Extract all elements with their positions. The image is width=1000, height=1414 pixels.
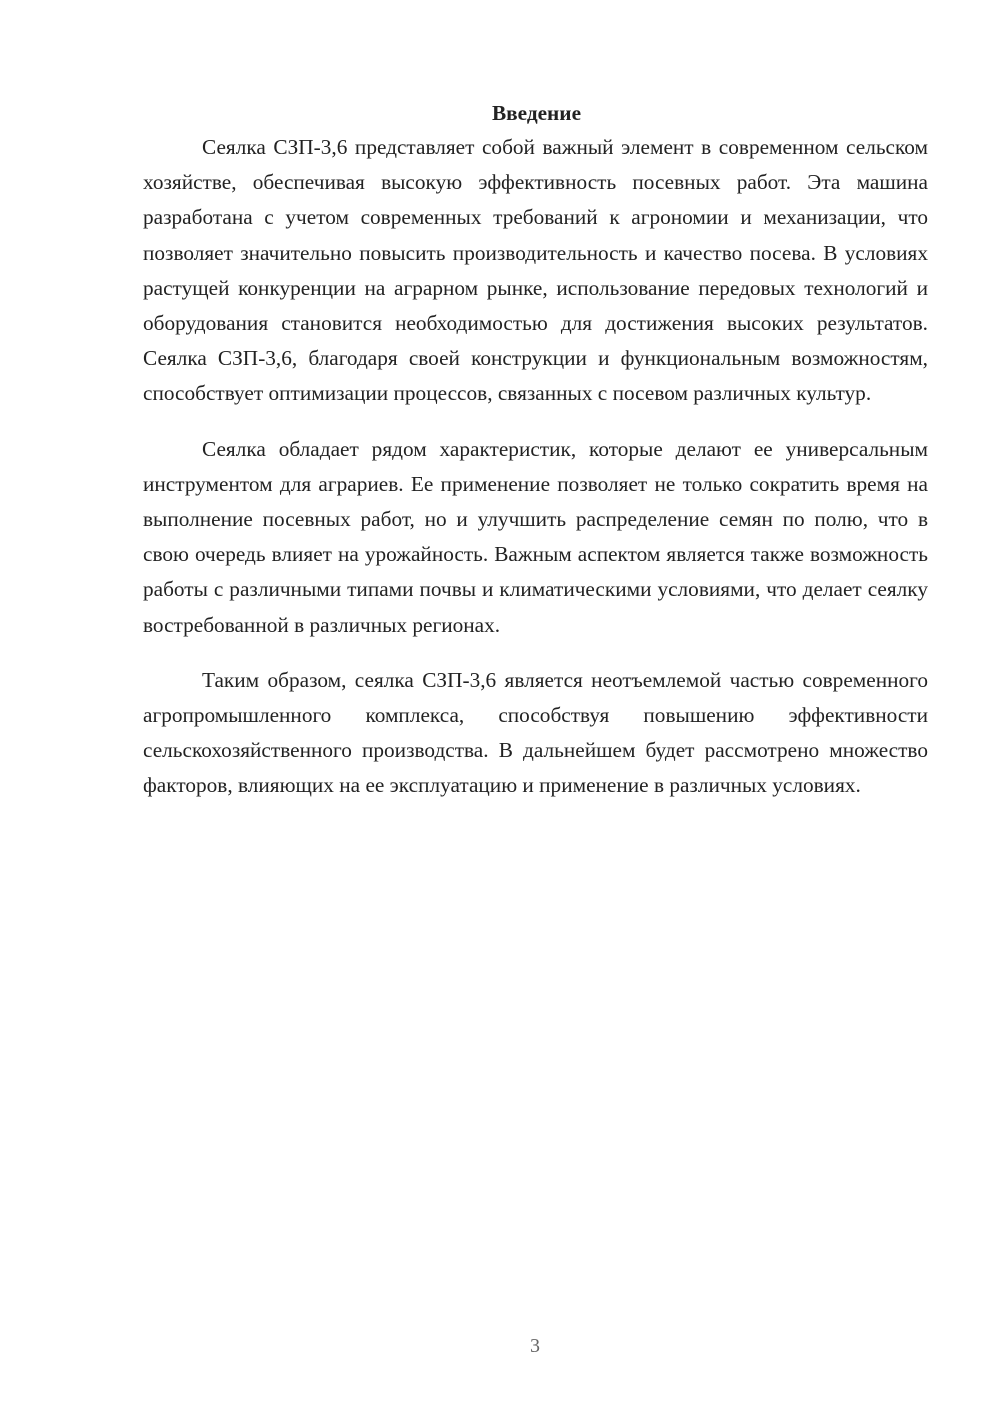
paragraph-1: Сеялка СЗП-3,6 представляет собой важный элемент в современном сельском хозяйстве, обеспечивая высокую эффективность посевных работ. Эта машина разработана с учетом современных требований к агрономии и механизации, что позволяет значительно повысить производительность и качество посева. В условиях растущей конкуренции на аграрном рынке, использование передовых технологий и оборудования становится необходимостью для достижения высоких результатов. Сеялка СЗП-3,6, благодаря своей конструкции и функциональным возможностям, способствует оптимизации процессов, связанных с посевом различных культур.: [143, 135, 928, 406]
paragraph-3: Таким образом, сеялка СЗП-3,6 является неотъемлемой частью современного агропромышленного комплекса, способствуя повышению эффективности сельскохозяйственного производства. В дальнейшем будет рассмотрено множество факторов, влияющих на ее эксплуатацию и применение в различных условиях.: [143, 667, 928, 798]
page-content: [143, 96, 928, 824]
paragraph-2: Сеялка обладает рядом характеристик, которые делают ее универсальным инструментом для аграриев. Ее применение позволяет не только сократить время на выполнение посевных работ, но и улучшить распределение семян по полю, что в свою очередь влияет на урожайность. Важным аспектом является также возможность работы с различными типами почвы и климатическими условиями, что делает сеялку востребованной в различных регионах.: [143, 436, 928, 637]
page-number: 3: [530, 1335, 540, 1357]
section-heading: Введение: [491, 101, 582, 125]
